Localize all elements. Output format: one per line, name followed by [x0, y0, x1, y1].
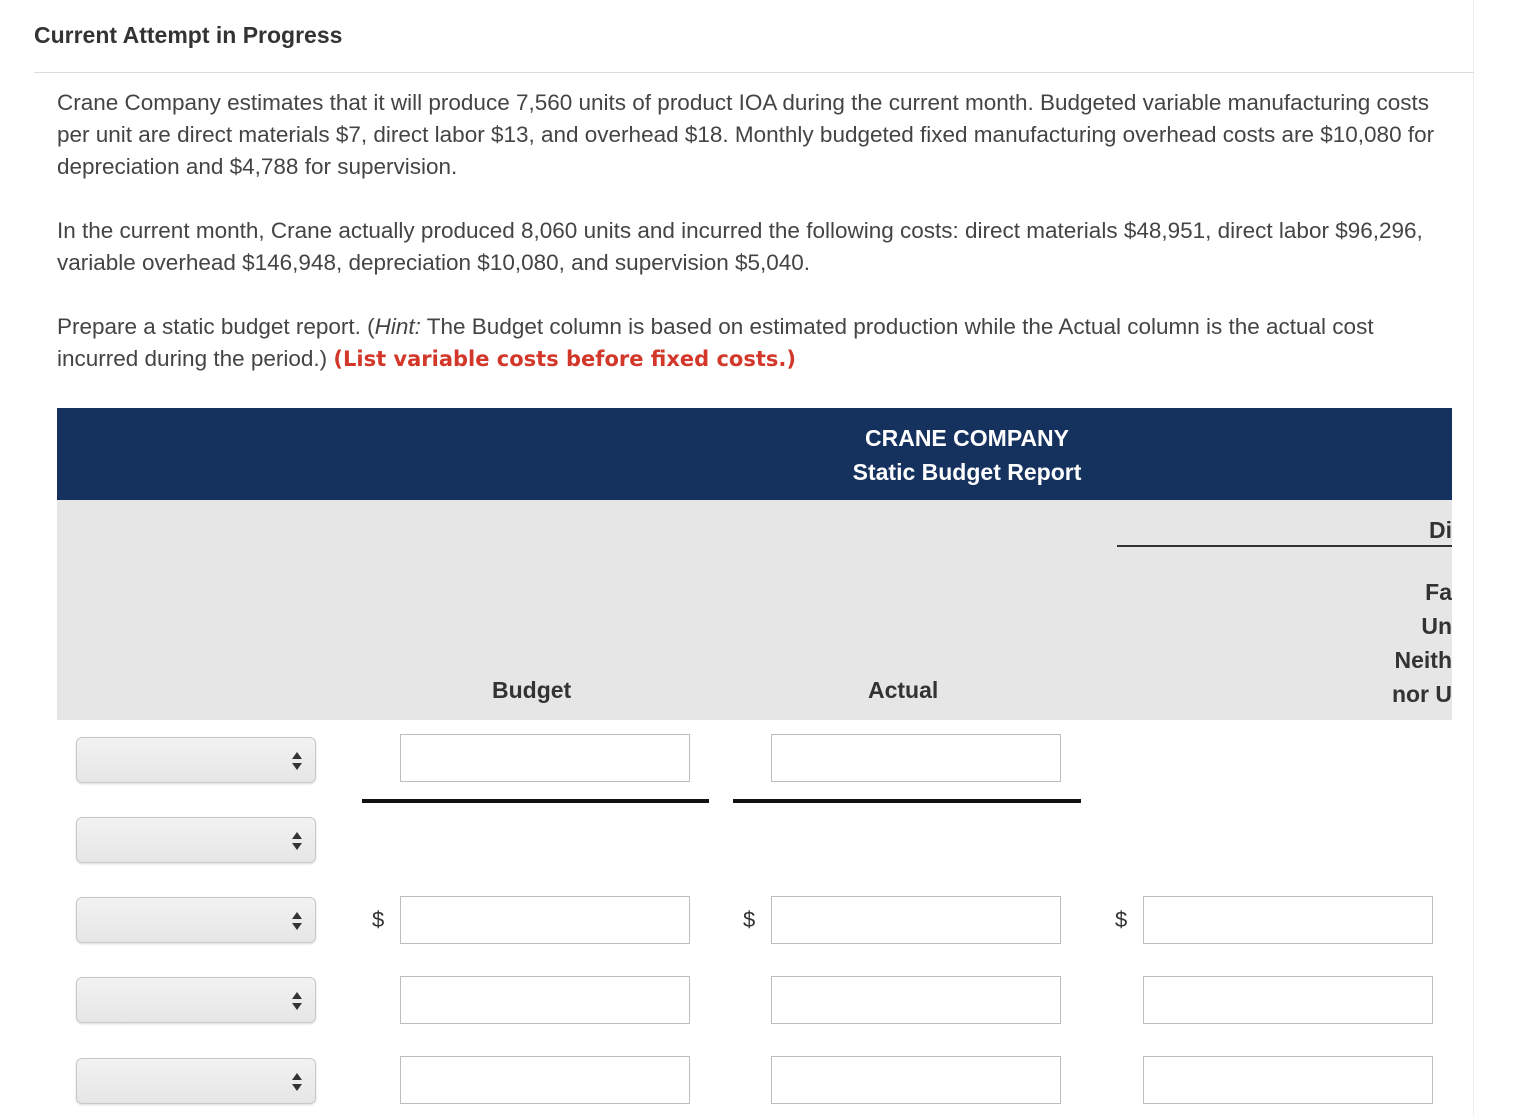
up-down-arrows-icon [291, 990, 303, 1012]
actual-subtotal-rule [733, 799, 1081, 803]
report-header [57, 408, 1452, 500]
difference-sublabel: Fa [1425, 579, 1452, 605]
paragraph-3-start: Prepare a static budget report. ( [57, 314, 375, 339]
page-right-edge [1473, 0, 1474, 1116]
column-header-band [57, 500, 1452, 720]
actual-dollar-sign: $ [743, 907, 756, 932]
row-3-actual-input[interactable] [771, 896, 1061, 944]
budget-subtotal-rule [362, 799, 709, 803]
paragraph-3-rest: The Budget column is based on estimated production while the Actual column is the actual cost incurred during the period.) [57, 314, 1374, 371]
difference-column-label: Di [1429, 517, 1452, 543]
row-5-budget-input[interactable] [400, 1056, 690, 1104]
row-3-item-select[interactable] [76, 897, 316, 943]
up-down-arrows-icon [291, 750, 303, 772]
row-5-actual-input[interactable] [771, 1056, 1061, 1104]
row-4-item-select[interactable] [76, 977, 316, 1023]
difference-rule [1117, 545, 1452, 547]
up-down-arrows-icon [291, 830, 303, 852]
difference-dollar-sign: $ [1115, 907, 1128, 932]
row-5-item-select[interactable] [76, 1058, 316, 1104]
difference-sublabel: nor U [1391, 681, 1452, 707]
difference-sublabel: Un [1421, 613, 1452, 639]
row-3-budget-input[interactable] [400, 896, 690, 944]
row-2-item-select[interactable] [76, 817, 316, 863]
report-title: Static Budget Report [852, 459, 1082, 485]
row-4-actual-input[interactable] [771, 976, 1061, 1024]
hint-label: Hint: [374, 314, 421, 339]
row-1-item-select[interactable] [76, 737, 316, 783]
instruction-text: (List variable costs before fixed costs.) [333, 347, 796, 371]
up-down-arrows-icon [291, 910, 303, 932]
row-1-actual-input[interactable] [771, 734, 1061, 782]
row-5-difference-input[interactable] [1143, 1056, 1433, 1104]
company-name: CRANE COMPANY [864, 425, 1070, 451]
row-4-difference-input[interactable] [1143, 976, 1433, 1024]
actual-column-label: Actual [868, 677, 939, 703]
attempt-status: Current Attempt in Progress [34, 22, 343, 48]
difference-sublabel: Neith [1394, 647, 1452, 673]
difference-sublabels [1392, 575, 1452, 711]
problem-paragraph-3 [57, 311, 1457, 375]
row-4-budget-input[interactable] [400, 976, 690, 1024]
divider [34, 72, 1474, 73]
row-1-budget-input[interactable] [400, 734, 690, 782]
problem-paragraph-1: Crane Company estimates that it will produce 7,560 units of product IOA during the current month. Budgeted variable manufacturing costs per unit are direct materials $7, direct labor $13, and overhead $18. Monthly budgeted fixed manufacturing overhead costs are $10,080 for depreciation and $4,788 for supervision. [57, 90, 1435, 179]
up-down-arrows-icon [291, 1071, 303, 1093]
row-3-difference-input[interactable] [1143, 896, 1433, 944]
problem-paragraph-2: In the current month, Crane actually produced 8,060 units and incurred the following costs: direct materials $48,951, direct labor $96,296, variable overhead $146,948, depreciation $10,080, and supervision $5,040. [57, 218, 1423, 275]
budget-dollar-sign: $ [372, 907, 385, 932]
budget-column-label: Budget [492, 677, 572, 703]
